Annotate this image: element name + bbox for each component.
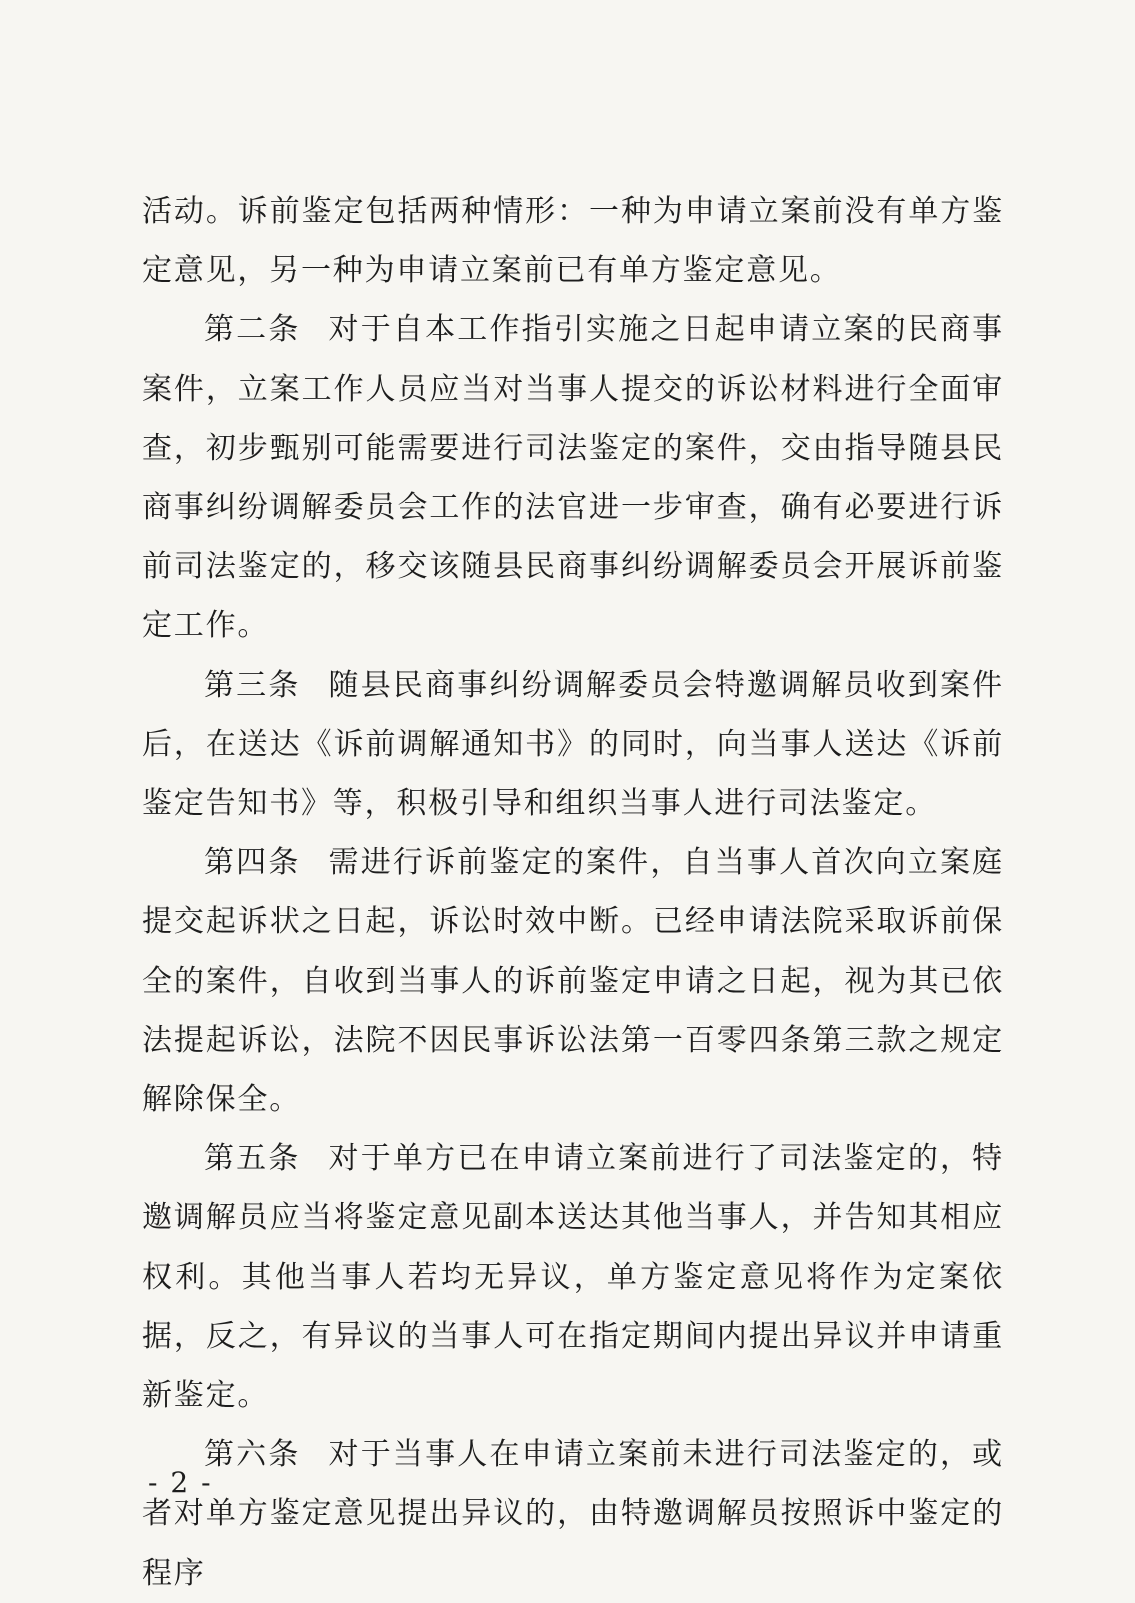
article-heading: 第五条 xyxy=(204,1141,301,1177)
article-heading: 第二条 xyxy=(204,312,301,348)
document-body xyxy=(142,182,1004,1603)
paragraph-text: 活动。诉前鉴定包括两种情形：一种为申请立案前没有单方鉴定意见，另一种为申请立案前已有单方鉴定意见。 xyxy=(142,194,1004,289)
article-text: 需进行诉前鉴定的案件，自当事人首次向立案庭提交起诉状之日起，诉讼时效中断。已经申请法院采取诉前保全的案件，自收到当事人的诉前鉴定申请之日起，视为其已依法提起诉讼，法院不因民事诉讼法第一百零四条第三款之规定解除保全。 xyxy=(142,845,1004,1118)
article-text: 随县民商事纠纷调解委员会特邀调解员收到案件后，在送达《诉前调解通知书》的同时，向当事人送达《诉前鉴定告知书》等，积极引导和组织当事人进行司法鉴定。 xyxy=(142,667,1004,822)
article-2 xyxy=(142,300,1004,655)
article-3 xyxy=(142,656,1004,834)
article-text: 对于自本工作指引实施之日起申请立案的民商事案件，立案工作人员应当对当事人提交的诉讼材料进行全面审查，初步甄别可能需要进行司法鉴定的案件，交由指导随县民商事纠纷调解委员会工作的法官进一步审查，确有必要进行诉前司法鉴定的，移交该随县民商事纠纷调解委员会开展诉前鉴定工作。 xyxy=(142,312,1004,644)
paragraph-continuation xyxy=(142,182,1004,300)
article-text: 对于当事人在申请立案前未进行司法鉴定的，或者对单方鉴定意见提出异议的，由特邀调解员按照诉中鉴定的程序 xyxy=(142,1437,1004,1591)
article-heading: 第四条 xyxy=(204,845,301,881)
article-4 xyxy=(142,833,1004,1129)
article-5 xyxy=(142,1129,1004,1425)
page-number: - 2 - xyxy=(148,1466,213,1499)
article-heading: 第六条 xyxy=(204,1437,301,1473)
article-heading: 第三条 xyxy=(204,667,301,703)
article-6 xyxy=(142,1425,1004,1603)
article-text: 对于单方已在申请立案前进行了司法鉴定的，特邀调解员应当将鉴定意见副本送达其他当事人，并告知其相应权利。其他当事人若均无异议，单方鉴定意见将作为定案依据，反之，有异议的当事人可在指定期间内提出异议并申请重新鉴定。 xyxy=(142,1141,1004,1414)
